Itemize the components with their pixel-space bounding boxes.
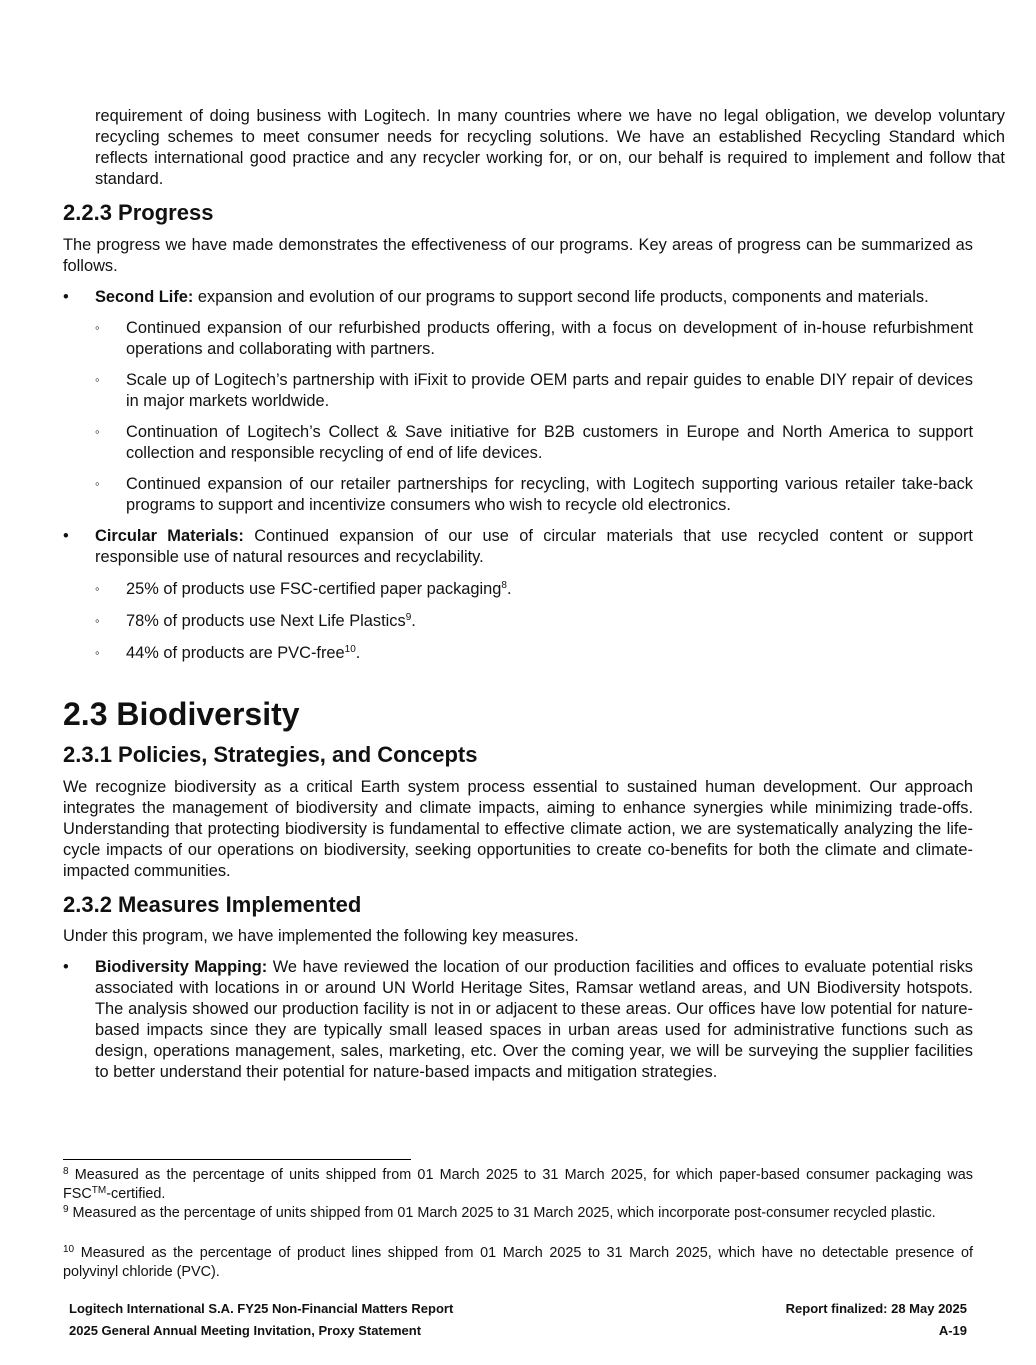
list-item bbox=[63, 643, 973, 664]
second-life-item: Scale up of Logitech’s partnership with iFixit to provide OEM parts and repair guides to enable DIY repair of devices in major markets worldwide. bbox=[126, 371, 973, 410]
sub-bullet-marker: ◦ bbox=[95, 581, 100, 596]
policies-heading: 2.3.1 Policies, Strategies, and Concepts bbox=[63, 742, 478, 767]
intro-paragraph: requirement of doing business with Logitech. In many countries where we have no legal obligation, we develop voluntary recycling schemes to meet consumer needs for recycling solutions. We have an established Recycling Standard which reflects international good practice and any recycler working for, or on, our behalf is required to implement and follow that standard. bbox=[95, 107, 1005, 188]
footer-row bbox=[69, 1320, 967, 1342]
footnote-number: 8 bbox=[63, 1166, 69, 1177]
footnote-9 bbox=[63, 1204, 973, 1223]
circular-materials-text: Continued expansion of our use of circular materials that use recycled content or support responsible use of natural resources and recyclability. bbox=[95, 527, 973, 566]
footnote-8 bbox=[63, 1166, 973, 1204]
circular-materials-label: Circular Materials: bbox=[95, 527, 244, 545]
footnote-divider bbox=[63, 1159, 411, 1160]
biodiversity-section bbox=[63, 695, 973, 1083]
footer-finalized-date: Report finalized: 28 May 2025 bbox=[785, 1301, 967, 1316]
bullet-marker: • bbox=[63, 527, 69, 545]
biodiversity-mapping-bullet bbox=[63, 957, 973, 1083]
sub-bullet-marker: ◦ bbox=[95, 372, 100, 387]
progress-lead: The progress we have made demonstrates the effectiveness of our programs. Key areas of progress can be summarized as follows. bbox=[63, 236, 973, 275]
page-footer bbox=[69, 1298, 967, 1342]
second-life-label: Second Life: bbox=[95, 288, 194, 306]
measures-heading: 2.3.2 Measures Implemented bbox=[63, 892, 362, 917]
sub-bullet-marker: ◦ bbox=[95, 320, 100, 335]
page-number: A-19 bbox=[938, 1323, 967, 1338]
second-life-item: Continued expansion of our refurbished products offering, with a focus on development of in-house refurbishment operations and collaborating with partners. bbox=[126, 319, 973, 358]
progress-heading: 2.2.3 Progress bbox=[63, 200, 214, 225]
list-item bbox=[63, 611, 973, 632]
list-item bbox=[63, 318, 973, 360]
list-item bbox=[63, 579, 973, 600]
item-end: . bbox=[506, 580, 512, 598]
biodiversity-heading: 2.3 Biodiversity bbox=[63, 696, 300, 732]
footnote-number: 9 bbox=[63, 1204, 69, 1215]
measures-lead: Under this program, we have implemented the following key measures. bbox=[63, 927, 579, 945]
policies-paragraph: We recognize biodiversity as a critical Earth system process essential to sustained human development. Our approach integrates the management of biodiversity and climate impacts, aiming to enhance synergies while minimizing trade-offs. Understanding that protecting biodiversity is fundamental to effective climate action, we are systematically analyzing the life-cycle impacts of our operations on biodiversity, seeking opportunities to create co-benefits for both the climate and climate-impacted communities. bbox=[63, 778, 973, 880]
mapping-label: Biodiversity Mapping: bbox=[95, 958, 268, 976]
footnote-ref: 9 bbox=[405, 612, 412, 623]
mapping-text: We have reviewed the location of our production facilities and offices to evaluate potential risks associated with locations in or around UN World Heritage Sites, Ramsar wetland areas, and UN Biodiversity hotspots. The analysis showed our production facility is not in or adjacent to these areas. Our offices have low potential for nature-based impacts since they are typically small leased spaces in urban areas used for administrative functions such as design, operations management, sales, marketing, etc. Over the coming year, we will be surveying the supplier facilities to better understand their potential for nature-based impacts and mitigation strategies. bbox=[95, 958, 973, 1081]
sub-bullet-marker: ◦ bbox=[95, 613, 100, 628]
second-life-bullet bbox=[63, 287, 973, 308]
bullet-marker: • bbox=[63, 958, 69, 976]
footnote-number: 10 bbox=[63, 1244, 75, 1255]
sub-bullet-marker: ◦ bbox=[95, 424, 100, 439]
progress-section bbox=[63, 199, 973, 664]
circular-item-text: 44% of products are PVC-free bbox=[126, 644, 345, 662]
footnote-ref: 10 bbox=[344, 644, 356, 655]
item-end: . bbox=[355, 644, 361, 662]
bullet-marker: • bbox=[63, 288, 69, 306]
list-item bbox=[63, 370, 973, 412]
circular-materials-bullet bbox=[63, 526, 973, 568]
footnote-ref: 8 bbox=[501, 580, 507, 591]
footer-meeting-title: 2025 General Annual Meeting Invitation, Proxy Statement bbox=[69, 1323, 422, 1338]
footer-row bbox=[69, 1298, 967, 1320]
sub-bullet-marker: ◦ bbox=[95, 476, 100, 491]
item-end: . bbox=[411, 612, 416, 630]
footer-report-title: Logitech International S.A. FY25 Non-Financial Matters Report bbox=[69, 1301, 454, 1316]
footnote-text: Measured as the percentage of product lines shipped from 01 March 2025 to 31 March 2025, which have no detectable presence of polyvinyl chloride (PVC). bbox=[63, 1245, 973, 1280]
footnote-text: Measured as the percentage of units shipped from 01 March 2025 to 31 March 2025, for which paper-based consumer packaging was FSC bbox=[63, 1167, 973, 1202]
second-life-text: expansion and evolution of our programs to support second life products, components and materials. bbox=[193, 288, 929, 306]
footnote-text-end: -certified. bbox=[106, 1186, 166, 1202]
footnote-10 bbox=[63, 1244, 973, 1282]
sub-bullet-marker: ◦ bbox=[95, 645, 100, 660]
second-life-item: Continued expansion of our retailer partnerships for recycling, with Logitech supporting various retailer take-back programs to support and incentivize consumers who wish to recycle old electronics. bbox=[126, 475, 973, 514]
circular-item-text: 25% of products use FSC-certified paper packaging bbox=[126, 580, 502, 598]
trademark-mark: TM bbox=[91, 1185, 107, 1196]
second-life-item: Continuation of Logitech’s Collect & Save initiative for B2B customers in Europe and North America to support collection and responsible recycling of end of life devices. bbox=[126, 423, 973, 462]
footnote-text: Measured as the percentage of units shipped from 01 March 2025 to 31 March 2025, which incorporate post-consumer recycled plastic. bbox=[68, 1205, 936, 1221]
circular-item-text: 78% of products use Next Life Plastics bbox=[126, 612, 406, 630]
list-item bbox=[63, 474, 973, 516]
list-item bbox=[63, 422, 973, 464]
